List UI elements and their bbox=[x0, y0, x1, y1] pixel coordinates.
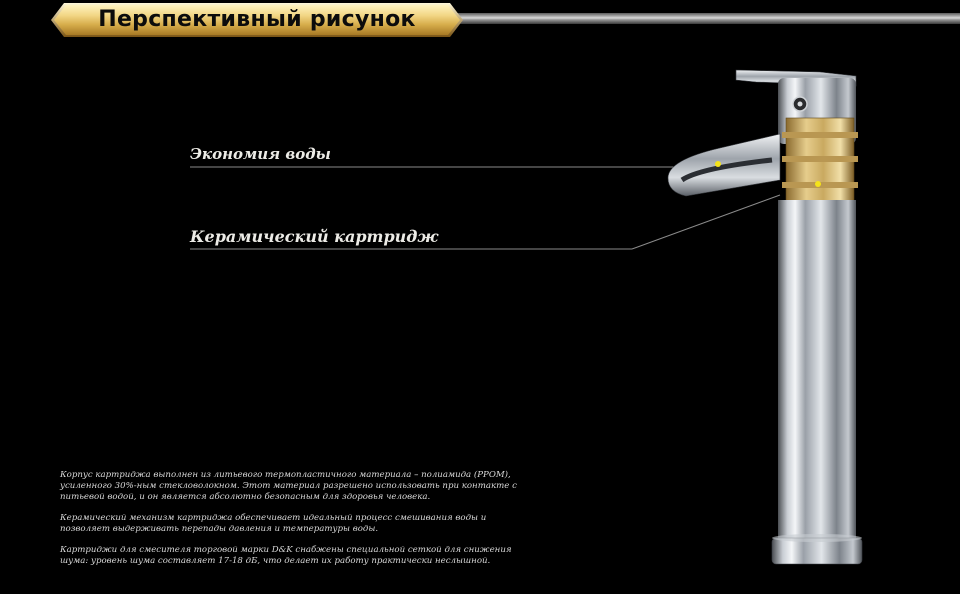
water-saving-marker bbox=[715, 161, 721, 167]
description-paragraph-1: Корпус картриджа выполнен из литьевого термопластичного материала – полиамида (PPOM), усиленного 30%-ным стекловолокном. Этот материал разрешено использовать при контакте с питьевой водой, и он является абсолютно безопасным для здоровья человека. bbox=[60, 470, 517, 502]
cartridge-marker bbox=[815, 181, 821, 187]
water-saving-label: Экономия воды bbox=[190, 145, 331, 163]
ceramic-cartridge-label: Керамический картридж bbox=[190, 227, 439, 246]
description-paragraph-3: Картриджи для смесителя торговой марки D&K снабжены специальной сеткой для снижения шума: уровень шума составляет 17-18 дБ, что делает их работу практически неслышной. bbox=[60, 545, 512, 566]
page-title: Перспективный рисунок bbox=[98, 7, 416, 32]
faucet-image bbox=[660, 60, 890, 590]
description-block bbox=[60, 470, 530, 577]
description-paragraph-2: Керамический механизм картриджа обеспечивает идеальный процесс смешивания воды и позволяет выдерживать перепады давления и температуры воды. bbox=[60, 513, 487, 534]
